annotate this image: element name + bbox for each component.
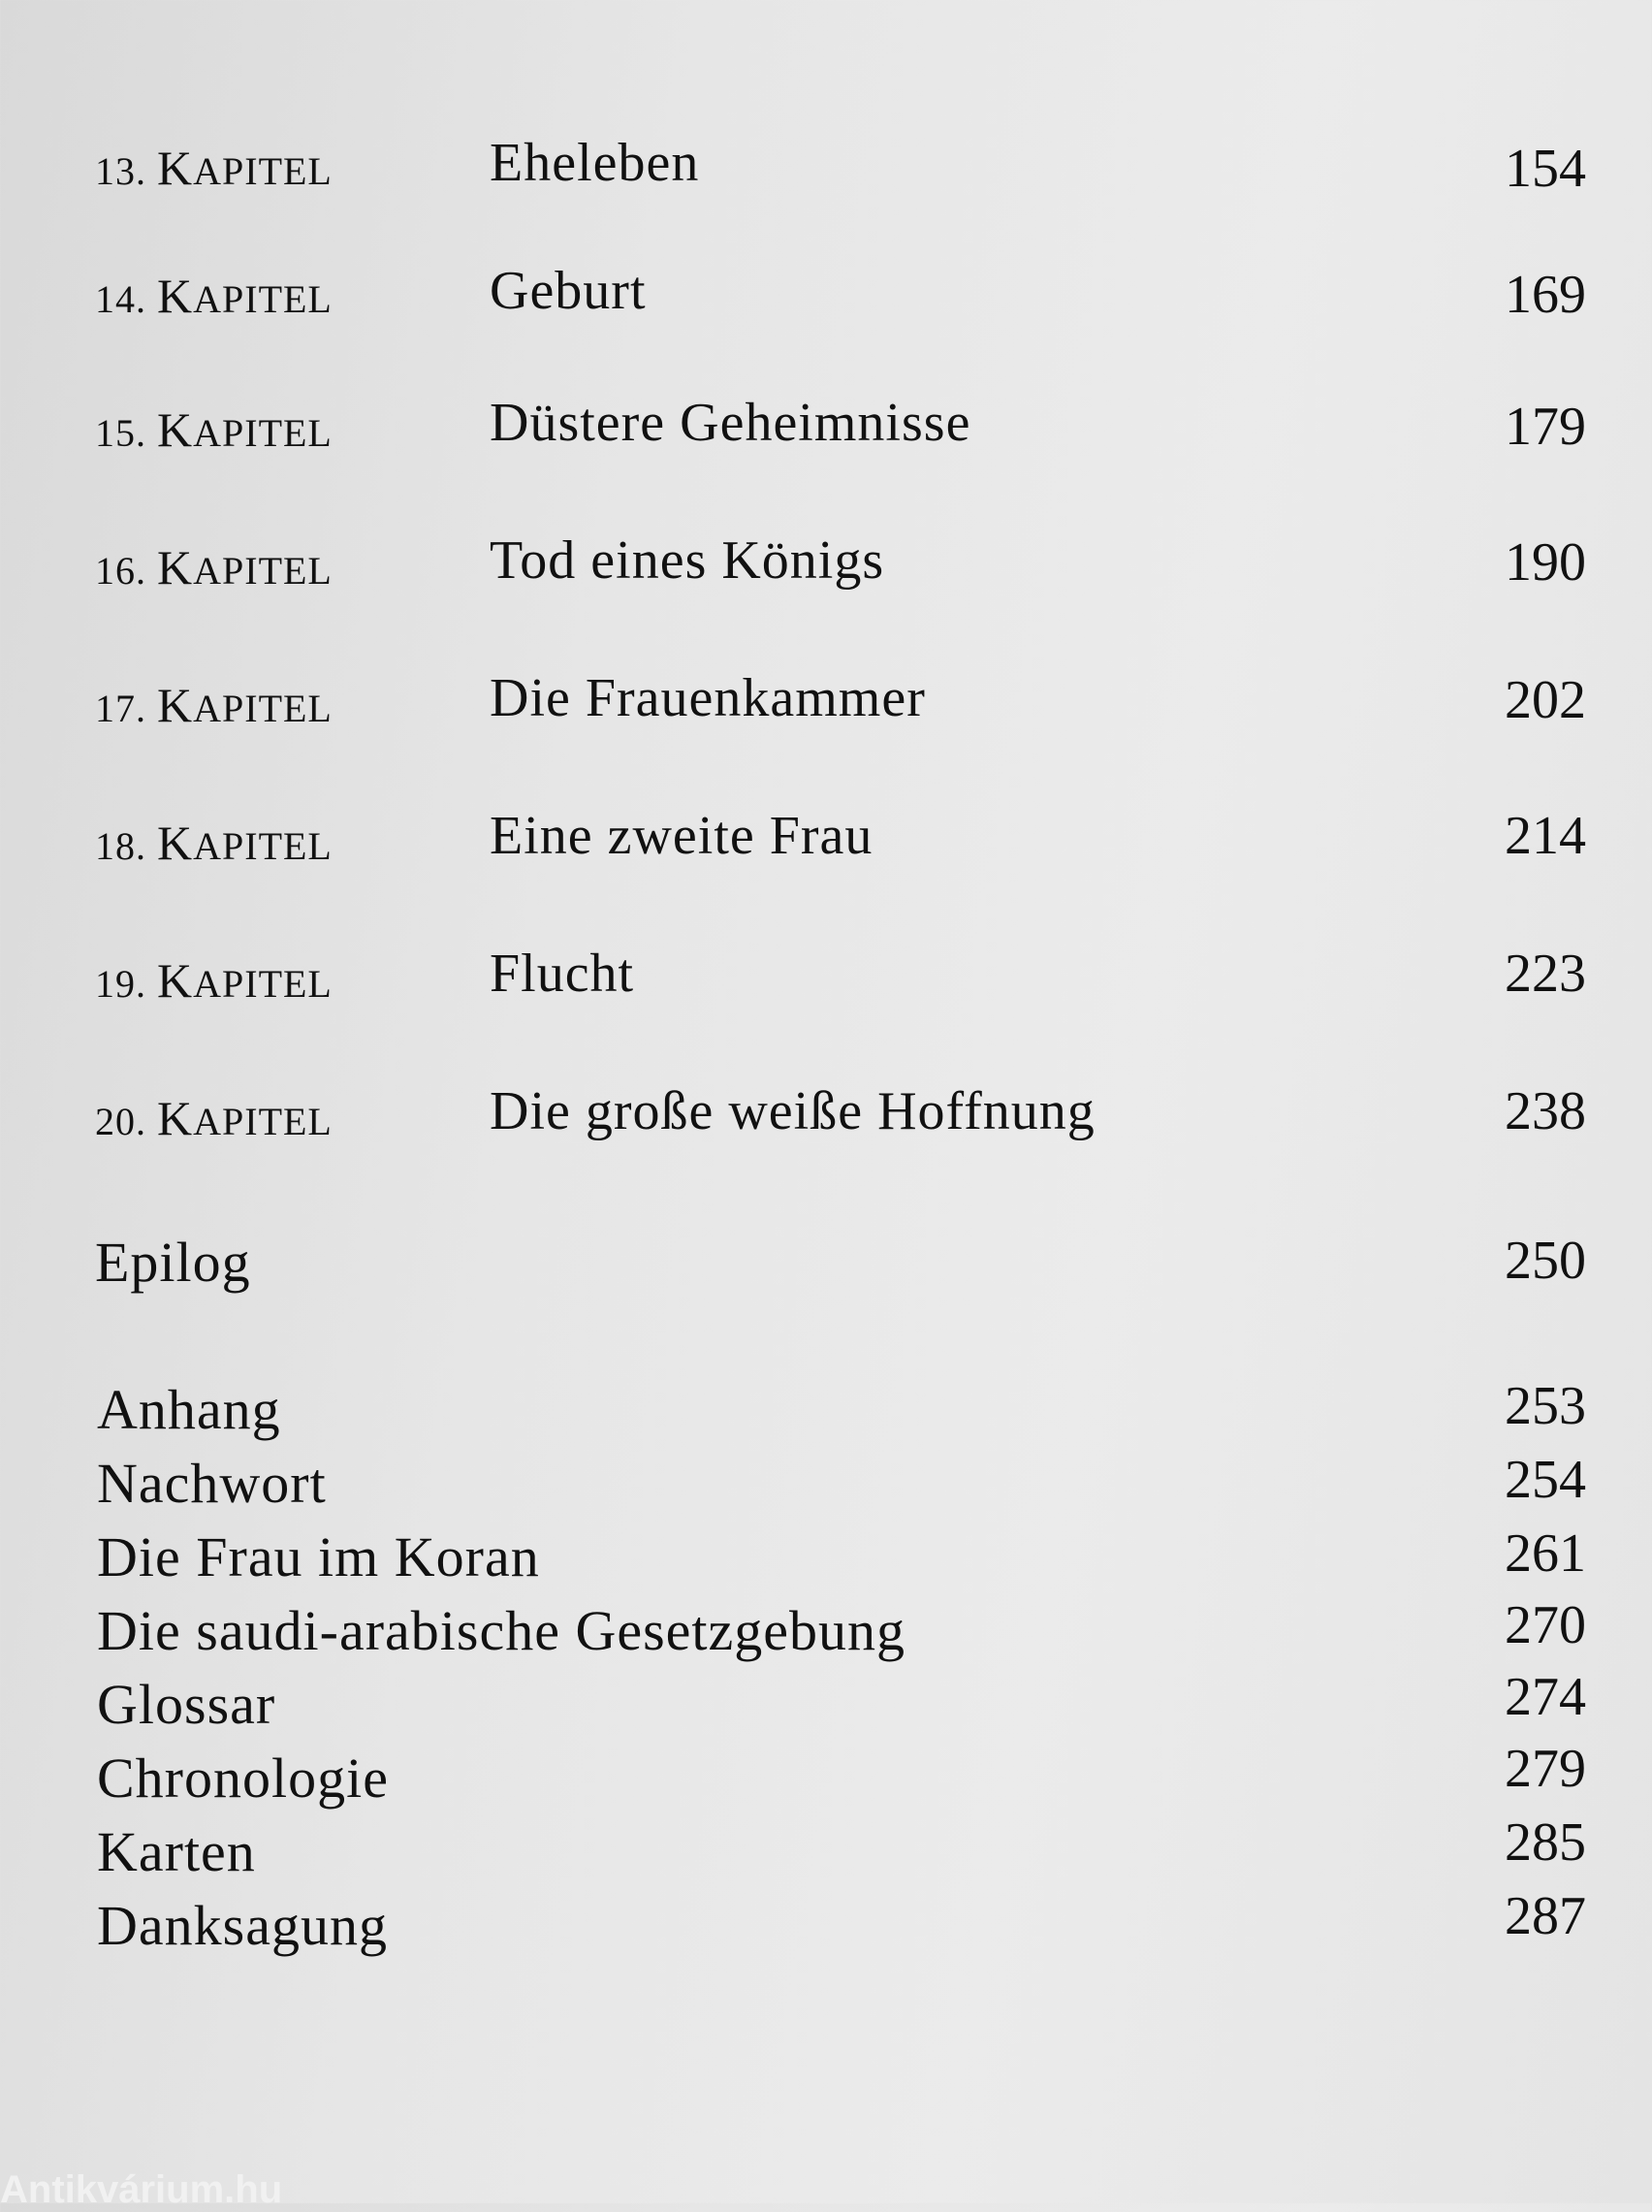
- page-number: 223: [1505, 944, 1586, 1004]
- chapter-label: 19. KAPITEL: [95, 953, 333, 1008]
- toc-chapter-row: [0, 944, 1652, 1030]
- appendix-title: Die saudi-arabische Gesetzgebung: [97, 1599, 906, 1662]
- chapter-label: 16. KAPITEL: [95, 540, 333, 594]
- page-number: 261: [1505, 1523, 1586, 1584]
- chapter-label: 15. KAPITEL: [95, 402, 333, 457]
- toc-epilog-row: [0, 1231, 1652, 1315]
- page-number: 179: [1505, 397, 1586, 457]
- page-number: 287: [1505, 1886, 1586, 1946]
- page-number: 254: [1505, 1450, 1586, 1510]
- page-number: 238: [1505, 1081, 1586, 1141]
- appendix-title: Die Frau im Koran: [97, 1525, 540, 1588]
- page-number: 253: [1505, 1376, 1586, 1436]
- page-number: 270: [1505, 1595, 1586, 1655]
- chapter-label: 17. KAPITEL: [95, 678, 333, 732]
- toc-chapter-row: [0, 1081, 1652, 1168]
- page-number: 279: [1505, 1739, 1586, 1799]
- toc-chapter-row: [0, 261, 1652, 345]
- chapter-title: Die große weiße Hoffnung: [490, 1081, 1096, 1141]
- appendix-title: Danksagung: [97, 1894, 388, 1957]
- appendix-title: Nachwort: [97, 1452, 327, 1515]
- page-number: 202: [1505, 670, 1586, 730]
- toc-chapter-row: [0, 668, 1652, 754]
- toc-chapter-row: [0, 133, 1652, 215]
- chapter-title: Geburt: [490, 261, 647, 321]
- chapter-label: 14. KAPITEL: [95, 269, 333, 323]
- page-number: 274: [1505, 1667, 1586, 1727]
- chapter-title: Flucht: [490, 944, 635, 1004]
- watermark: Antikvárium.hu: [0, 2168, 283, 2211]
- toc-chapter-row: [0, 806, 1652, 892]
- page-number: 250: [1505, 1231, 1586, 1291]
- page-number: 285: [1505, 1812, 1586, 1873]
- appendix-title: Karten: [97, 1820, 256, 1883]
- chapter-title: Tod eines Königs: [490, 530, 885, 591]
- chapter-label: 18. KAPITEL: [95, 816, 333, 870]
- toc-chapter-row: [0, 393, 1652, 479]
- chapter-title: Düstere Geheimnisse: [490, 393, 971, 453]
- appendix-title: Anhang: [97, 1378, 281, 1441]
- chapter-title: Eine zweite Frau: [490, 806, 874, 866]
- toc-appendix-row: [0, 1886, 1652, 1978]
- page-number: 214: [1505, 806, 1586, 866]
- appendix-title: Chronologie: [97, 1747, 389, 1810]
- toc-chapter-row: [0, 530, 1652, 617]
- epilog-title: Epilog: [95, 1231, 251, 1294]
- chapter-title: Eheleben: [490, 133, 700, 193]
- appendix-title: Glossar: [97, 1673, 276, 1736]
- page-number: 154: [1505, 139, 1586, 199]
- chapter-label: 13. KAPITEL: [95, 141, 333, 195]
- chapter-title: Die Frauenkammer: [490, 668, 926, 728]
- page-number: 190: [1505, 532, 1586, 593]
- page-number: 169: [1505, 265, 1586, 325]
- chapter-label: 20. KAPITEL: [95, 1091, 333, 1145]
